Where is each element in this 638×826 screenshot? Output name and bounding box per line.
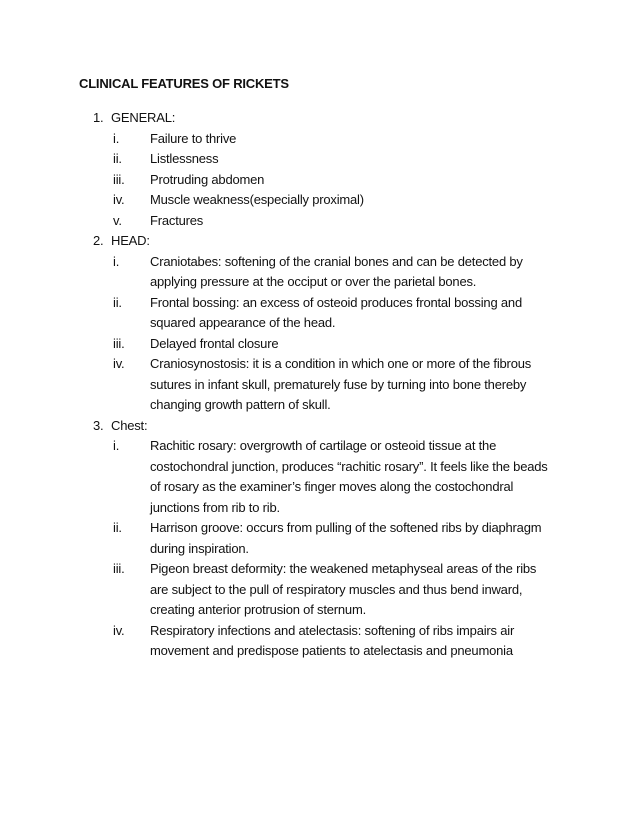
list-item-number: iii.: [113, 561, 125, 576]
list-item: [79, 621, 579, 662]
list-item-number: iv.: [113, 192, 125, 207]
section-label: HEAD:: [111, 233, 150, 248]
list-item: [79, 190, 579, 211]
list-item-text: Fractures: [150, 212, 204, 228]
list-item-number: v.: [113, 212, 122, 228]
section-number: 2.: [93, 233, 104, 248]
section-number: 1.: [93, 110, 104, 125]
list-item-text: Failure to thrive: [150, 130, 237, 146]
list-item: [79, 293, 579, 334]
section-heading: [79, 231, 579, 252]
list-item-number: ii.: [113, 151, 122, 166]
section-general: [79, 108, 579, 231]
list-item-text: Craniosynostosis: it is a condition in which one or more of the fibrous sutures in infant skull, prematurely fuse by turning into bone thereby changing growth pattern of skull.: [150, 356, 532, 412]
document-title: CLINICAL FEATURES OF RICKETS: [79, 76, 289, 91]
section-label: Chest:: [111, 417, 148, 433]
list-item: [79, 354, 579, 416]
list-item-number: i.: [113, 438, 120, 453]
list-item-text: Rachitic rosary: overgrowth of cartilage or osteoid tissue at the costochondral junction, produces “rachitic rosary”. It feels like the beads of rosary as the examiner’s finger moves along the costochondral junctions from rib to rib.: [150, 438, 548, 515]
list-item-text: Muscle weakness(especially proximal): [150, 192, 364, 207]
list-item: [79, 518, 579, 559]
list-item-number: i.: [113, 253, 120, 269]
section-label: GENERAL:: [111, 110, 176, 125]
list-item-number: i.: [113, 130, 120, 146]
list-item-number: iv.: [113, 622, 125, 638]
list-item-text: Harrison groove: occurs from pulling of the softened ribs by diaphragm during inspiration.: [150, 520, 542, 556]
list-item: [79, 334, 579, 355]
list-item: [79, 170, 579, 191]
list-item: [79, 559, 579, 621]
list-item-number: iv.: [113, 356, 125, 371]
document-body: [79, 108, 579, 662]
list-item-text: Listlessness: [150, 151, 219, 166]
section-chest: [79, 416, 579, 662]
list-item-text: Pigeon breast deformity: the weakened metaphyseal areas of the ribs are subject to the pull of respiratory muscles and thus bend inward, creating anterior protrusion of sternum.: [150, 561, 537, 617]
list-item: [79, 129, 579, 150]
list-item-text: Craniotabes: softening of the cranial bones and can be detected by applying pressure at the occiput or over the parietal bones.: [150, 253, 523, 289]
section-number: 3.: [93, 417, 104, 433]
list-item: [79, 149, 579, 170]
list-item-text: Frontal bossing: an excess of osteoid produces frontal bossing and squared appearance of the head.: [150, 294, 522, 330]
list-item-text: Protruding abdomen: [150, 171, 265, 187]
list-item: [79, 436, 579, 518]
section-heading: [79, 108, 579, 129]
list-item-number: iii.: [113, 335, 125, 351]
section-heading: [79, 416, 579, 437]
section-head: [79, 231, 579, 416]
list-item-number: iii.: [113, 171, 125, 187]
list-item-number: ii.: [113, 520, 122, 535]
list-item-number: ii.: [113, 294, 122, 310]
list-item: [79, 252, 579, 293]
list-item: [79, 211, 579, 232]
list-item-text: Delayed frontal closure: [150, 335, 279, 351]
list-item-text: Respiratory infections and atelectasis: softening of ribs impairs air movement and predispose patients to atelectasis and pneumonia: [150, 622, 515, 658]
